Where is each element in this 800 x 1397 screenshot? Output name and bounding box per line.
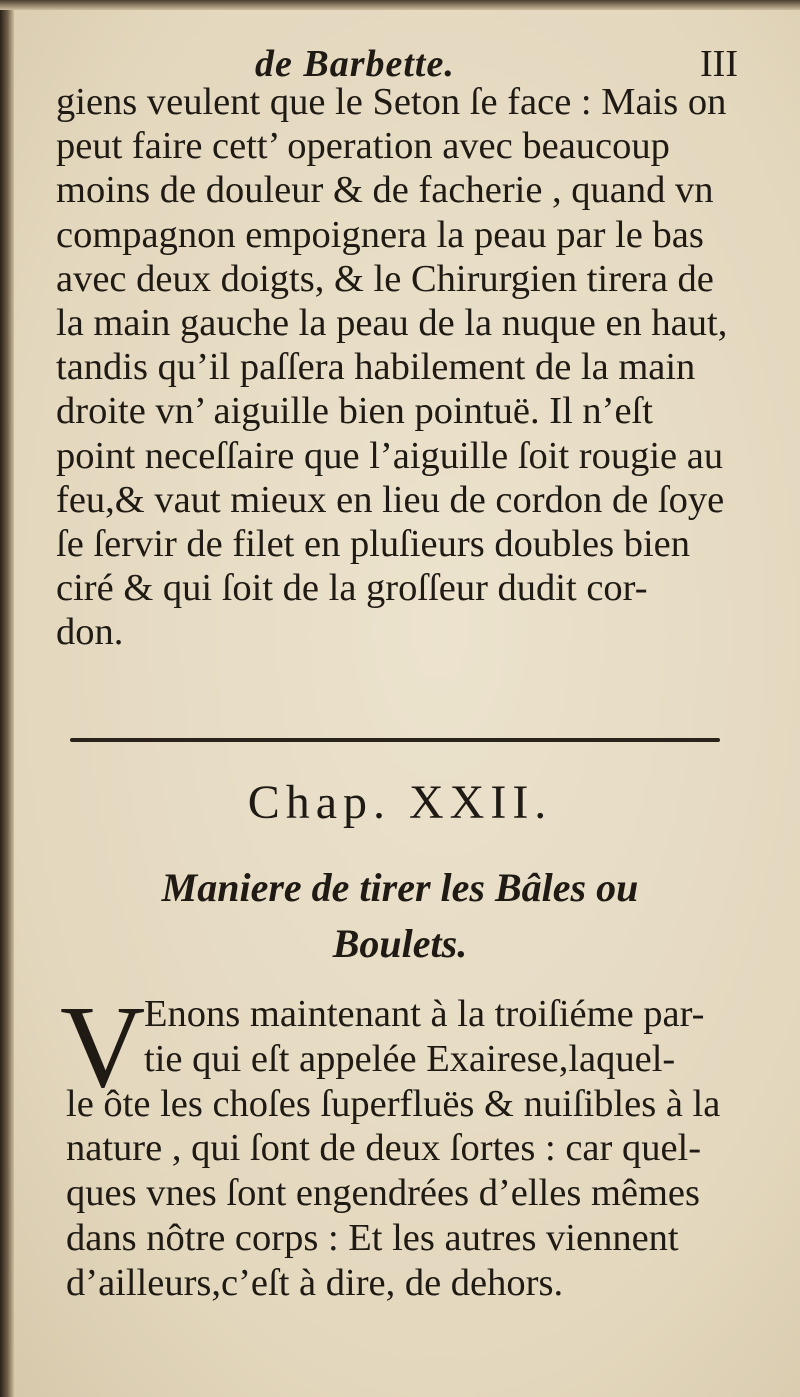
text-line: point neceſſaire que l’aiguille ſoit rougie au (56, 434, 724, 477)
drop-cap: V (60, 981, 146, 1112)
text-line: ſe ſervir de filet en pluſieurs doubles bien (56, 522, 690, 565)
page-number: III (700, 43, 738, 85)
page-gutter (0, 0, 14, 1397)
chapter-title (0, 860, 800, 972)
text-line: dans nôtre corps : Et les autres viennent (66, 1216, 679, 1259)
text-line: ques vnes ſont engendrées d’elles mêmes (66, 1172, 700, 1215)
text-line: peut faire cett’ operation avec beaucoup (56, 125, 670, 168)
running-title: de Barbette. (255, 43, 455, 85)
paragraph-1 (56, 80, 746, 654)
page-top-edge (0, 0, 800, 10)
text-line: le ôte les choſes ſuperfluës & nuiſibles à la (66, 1082, 721, 1125)
text-line: compagnon empoignera la peau par le bas (56, 213, 704, 256)
chapter-title-line: Maniere de tirer les Bâles ou (161, 865, 639, 910)
text-line: tandis qu’il paſſera habilement de la main (56, 346, 696, 389)
text-line: droite vn’ aiguille bien pointuë. Il n’eſt (56, 390, 653, 433)
text-line: d’ailleurs,c’eſt à dire, de dehors. (66, 1261, 564, 1304)
paragraph-2 (66, 992, 756, 1306)
text-line: ciré & qui ſoit de la groſſeur dudit cor- (56, 567, 648, 610)
text-line: tie qui eſt appelée Exairese,laquel- (144, 1037, 676, 1080)
chapter-title-line: Boulets. (332, 921, 468, 966)
text-line: giens veulent que le Seton ſe face : Mais on (56, 81, 727, 123)
text-line: avec deux doigts, & le Chirurgien tirera de (56, 257, 714, 300)
text-line: Enons maintenant à la troiſiéme par- (144, 993, 705, 1035)
text-line: moins de douleur & de facherie , quand vn (56, 169, 714, 212)
section-divider-rule (70, 738, 720, 742)
text-line: feu,& vaut mieux en lieu de cordon de ſoye (56, 478, 725, 521)
text-line: nature , qui ſont de deux ſortes : car quel- (66, 1127, 702, 1170)
text-line: don. (56, 611, 124, 654)
chapter-heading: Chap. XXII. (247, 776, 553, 829)
text-line: la main gauche la peau de la nuque en haut, (56, 301, 728, 344)
